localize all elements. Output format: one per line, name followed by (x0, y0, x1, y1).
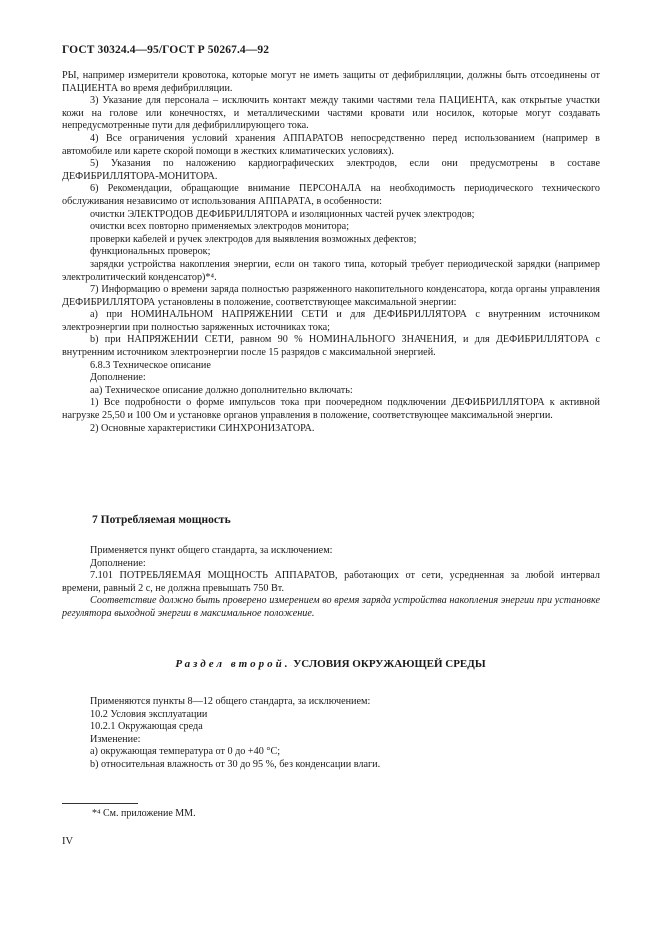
paragraph: Изменение: (90, 733, 141, 745)
list-item: 1) Все подробности о форме импульсов тока при поочередном подключении ДЕФИБРИЛЛЯТОРА к активной нагрузке 25,50 и 100 Ом и установке органов управления в положение, соответствующее максимальной энергии. (62, 397, 600, 422)
page-number: IV (62, 836, 74, 847)
paragraph: 5) Указания по наложению кардиографических электродов, если они предусмотрены в составе ДЕФИБРИЛЛЯТОРА-МОНИТОРА. (62, 158, 600, 182)
part-2-body (62, 696, 600, 772)
paragraph: Применяется пункт общего стандарта, за исключением: (90, 545, 333, 556)
list-item: a) при НОМИНАЛЬНОМ НАПРЯЖЕНИИ СЕТИ и для ДЕФИБРИЛЛЯТОРА с внутренним источником электроэнергии при полностью заряженных источниках тока; (62, 309, 600, 333)
list-item: 2) Основные характеристики СИНХРОНИЗАТОРА. (90, 422, 315, 434)
paragraph: 6) Рекомендации, обращающие внимание ПЕРСОНАЛА на необходимость периодического технического обслуживания независимо от использования АППАРАТА, в особенности: (62, 183, 600, 207)
list-item: очистки ЭЛЕКТРОДОВ ДЕФИБРИЛЛЯТОРА и изоляционных частей ручек электродов; (90, 208, 475, 220)
list-item: зарядки устройства накопления энергии, если он такого типа, который требует периодической зарядки (например электролитический конденсатор)*⁴. (62, 258, 600, 283)
subsection-heading: 10.2 Условия эксплуатации (90, 708, 208, 720)
paragraph: Применяются пункты 8—12 общего стандарта, за исключением: (90, 696, 371, 707)
section-heading: 7 Потребляемая мощность (92, 514, 231, 526)
list-item: проверки кабелей и ручек электродов для выявления возможных дефектов; (90, 233, 417, 245)
list-item: функциональных проверок; (90, 246, 211, 258)
paragraph: 7.101 ПОТРЕБЛЯЕМАЯ МОЩНОСТЬ АППАРАТОВ, работающих от сети, усредненная за любой интервал времени, равный 2 с, не должна превышать 750 Вт. (62, 570, 600, 594)
footnote-rule (62, 803, 138, 804)
subsection-heading: 10.2.1 Окружающая среда (90, 721, 203, 733)
paragraph: РЫ, например измерители кровотока, которые могут не иметь защиты от дефибрилляции, должны быть отсоединены от ПАЦИЕНТА во время дефибрилляции. (62, 70, 600, 94)
part-title-text: УСЛОВИЯ ОКРУЖАЮЩЕЙ СРЕДЫ (293, 658, 486, 670)
paragraph: 3) Указание для персонала – исключить контакт между такими частями тела ПАЦИЕНТА, как открытые участки кожи на голове или конечностях, и металлическими частями кровати или носилок, которые могут создавать непредусмотренные пути для дефибриллирующего тока. (62, 95, 600, 132)
footnote: *⁴ См. приложение ММ. (92, 808, 196, 819)
running-header: ГОСТ 30324.4—95/ГОСТ Р 50267.4—92 (62, 44, 270, 56)
list-item: очистки всех повторно применяемых электродов монитора; (90, 221, 350, 233)
part-prefix: Раздел второй. (175, 658, 291, 670)
subsection-heading: 6.8.3 Техническое описание (90, 359, 211, 371)
paragraph: Дополнение: (90, 557, 146, 569)
section-7-body (62, 545, 600, 621)
paragraph: Дополнение: (90, 372, 146, 384)
instructions-block (62, 70, 600, 435)
list-item: b) относительная влажность от 30 до 95 %, без конденсации влаги. (90, 758, 381, 770)
compliance-note: Соответствие должно быть проверено измерением во время заряда устройства накопления энергии при установке регулятора выходной энергии в максимальное положение. (62, 595, 600, 619)
list-item: a) окружающая температура от 0 до +40 °С; (90, 746, 281, 758)
list-item: b) при НАПРЯЖЕНИИ СЕТИ, равном 90 % НОМИНАЛЬНОГО ЗНАЧЕНИЯ, и для ДЕФИБРИЛЛЯТОРА с внутренним источником электроэнергии после 15 разрядов с максимальной энергией. (62, 334, 600, 359)
part-heading (0, 658, 661, 670)
paragraph: 7) Информацию о времени заряда полностью разряженного накопительного конденсатора, когда органы управления ДЕФИБРИЛЛЯТОРА установлены в положение, соответствующее максимальной энергии: (62, 284, 600, 308)
paragraph: 4) Все ограничения условий хранения АППАРАТОВ непосредственно перед использованием (например в автомобиле или карете скорой помощи в жестких климатических условиях). (62, 132, 600, 157)
paragraph: aa) Техническое описание должно дополнительно включать: (90, 384, 353, 396)
